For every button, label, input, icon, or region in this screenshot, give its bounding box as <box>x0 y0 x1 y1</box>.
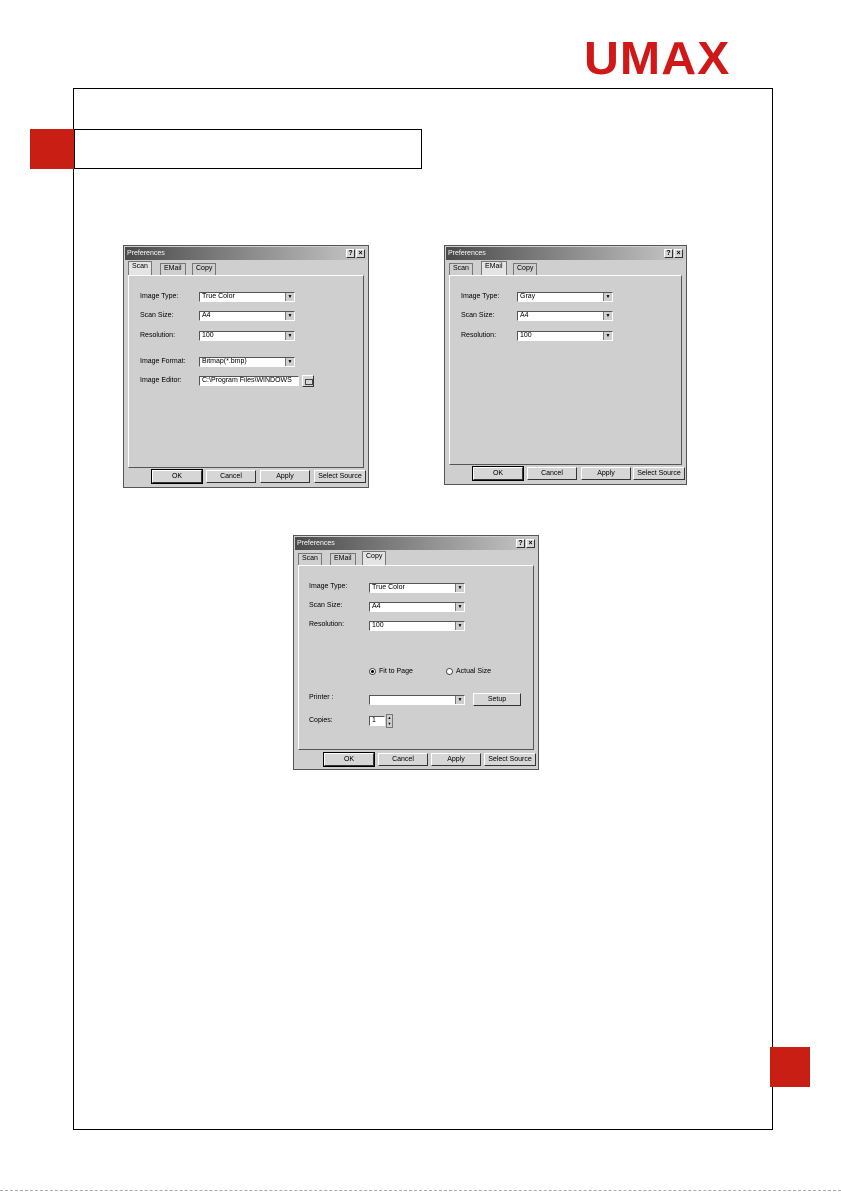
dialog-titlebar <box>125 247 367 260</box>
dialog-title: Preferences <box>297 540 335 547</box>
image-format-select[interactable] <box>199 357 295 367</box>
chevron-down-icon: ▼ <box>285 358 294 366</box>
tab-email[interactable]: EMail <box>481 261 507 275</box>
select-source-button[interactable]: Select Source <box>314 470 366 483</box>
tab-panel <box>128 275 364 468</box>
resolution-select[interactable] <box>199 331 295 341</box>
dialog-title: Preferences <box>127 250 165 257</box>
dialog-titlebar <box>446 247 685 260</box>
resolution-value: 100 <box>520 332 532 339</box>
image-format-value: Bitmap(*.bmp) <box>202 358 247 365</box>
scan-size-select[interactable] <box>517 311 613 321</box>
select-source-button[interactable]: Select Source <box>484 753 536 766</box>
tab-copy[interactable]: Copy <box>192 263 216 275</box>
scan-size-label: Scan Size: <box>140 312 174 319</box>
umax-logo: UMAX <box>584 32 731 84</box>
image-format-label: Image Format: <box>140 358 186 365</box>
image-editor-label: Image Editor: <box>140 377 182 384</box>
image-type-select[interactable] <box>517 292 613 302</box>
copies-stepper[interactable]: ▲ ▼ <box>387 715 392 726</box>
image-editor-value: C:\Program Files\WINDOWS <box>202 377 292 384</box>
apply-button[interactable]: Apply <box>260 470 310 483</box>
fit-to-page-label: Fit to Page <box>379 668 413 675</box>
fit-to-page-radio[interactable] <box>369 668 376 675</box>
help-icon[interactable]: ? <box>664 249 673 258</box>
ok-button[interactable]: OK <box>473 467 523 480</box>
copies-input[interactable] <box>369 716 385 726</box>
tab-email[interactable]: EMail <box>330 553 356 565</box>
help-icon[interactable]: ? <box>516 539 525 548</box>
resolution-label: Resolution: <box>309 621 345 628</box>
chevron-down-icon: ▼ <box>603 293 612 301</box>
preferences-dialog-email <box>444 245 687 485</box>
image-type-select[interactable] <box>369 583 465 593</box>
chevron-down-icon: ▼ <box>285 293 294 301</box>
apply-button[interactable]: Apply <box>581 467 631 480</box>
chevron-down-icon: ▼ <box>285 312 294 320</box>
cancel-button[interactable]: Cancel <box>527 467 577 480</box>
close-icon[interactable]: × <box>356 249 365 258</box>
preferences-dialog-scan <box>123 245 369 488</box>
image-type-select[interactable] <box>199 292 295 302</box>
dialog-titlebar <box>295 537 537 550</box>
page-number-marker <box>770 1047 810 1087</box>
tab-copy[interactable]: Copy <box>362 551 386 565</box>
chevron-down-icon: ▼ <box>455 696 464 704</box>
chevron-down-icon: ▼ <box>603 312 612 320</box>
image-type-label: Image Type: <box>309 583 348 590</box>
image-type-label: Image Type: <box>461 293 500 300</box>
image-type-value: Gray <box>520 293 536 300</box>
chevron-down-icon: ▼ <box>285 332 294 340</box>
close-icon[interactable]: × <box>526 539 535 548</box>
page-edge-dashes <box>0 1190 841 1191</box>
copies-value: 1 <box>372 717 376 724</box>
setup-button[interactable]: Setup <box>473 693 521 706</box>
actual-size-label: Actual Size <box>456 668 492 675</box>
image-type-label: Image Type: <box>140 293 179 300</box>
tab-copy[interactable]: Copy <box>513 263 537 275</box>
resolution-select[interactable] <box>369 621 465 631</box>
help-icon[interactable]: ? <box>346 249 355 258</box>
printer-label: Printer : <box>309 694 334 701</box>
image-type-value: True Color <box>372 584 405 591</box>
resolution-value: 100 <box>372 622 384 629</box>
resolution-label: Resolution: <box>140 332 176 339</box>
tab-scan[interactable]: Scan <box>449 263 473 275</box>
scan-size-select[interactable] <box>199 311 295 321</box>
actual-size-radio[interactable] <box>446 668 453 675</box>
chevron-down-icon: ▼ <box>603 332 612 340</box>
image-editor-input[interactable] <box>199 376 299 386</box>
ok-button[interactable]: OK <box>324 753 374 766</box>
copies-label: Copies: <box>309 717 333 724</box>
resolution-value: 100 <box>202 332 214 339</box>
close-icon[interactable]: × <box>674 249 683 258</box>
tab-scan[interactable]: Scan <box>128 261 152 275</box>
tab-email[interactable]: EMail <box>160 263 186 275</box>
select-source-button[interactable]: Select Source <box>633 467 685 480</box>
printer-select[interactable] <box>369 695 465 705</box>
cancel-button[interactable]: Cancel <box>378 753 428 766</box>
tab-panel <box>449 275 682 465</box>
browse-folder-icon[interactable] <box>302 375 314 387</box>
scan-size-label: Scan Size: <box>309 602 343 609</box>
chevron-down-icon: ▼ <box>455 603 464 611</box>
scan-size-value: A4 <box>520 312 529 319</box>
resolution-label: Resolution: <box>461 332 497 339</box>
dialog-title: Preferences <box>448 250 486 257</box>
section-heading-box <box>74 129 422 169</box>
scan-size-select[interactable] <box>369 602 465 612</box>
resolution-select[interactable] <box>517 331 613 341</box>
chevron-down-icon: ▼ <box>455 622 464 630</box>
ok-button[interactable]: OK <box>152 470 202 483</box>
chevron-down-icon: ▼ <box>455 584 464 592</box>
tab-scan[interactable]: Scan <box>298 553 322 565</box>
cancel-button[interactable]: Cancel <box>206 470 256 483</box>
scan-size-label: Scan Size: <box>461 312 495 319</box>
tab-panel <box>298 565 534 750</box>
scan-size-value: A4 <box>372 603 381 610</box>
scan-size-value: A4 <box>202 312 211 319</box>
image-type-value: True Color <box>202 293 235 300</box>
preferences-dialog-copy <box>293 535 539 770</box>
apply-button[interactable]: Apply <box>431 753 481 766</box>
section-marker <box>30 129 74 169</box>
